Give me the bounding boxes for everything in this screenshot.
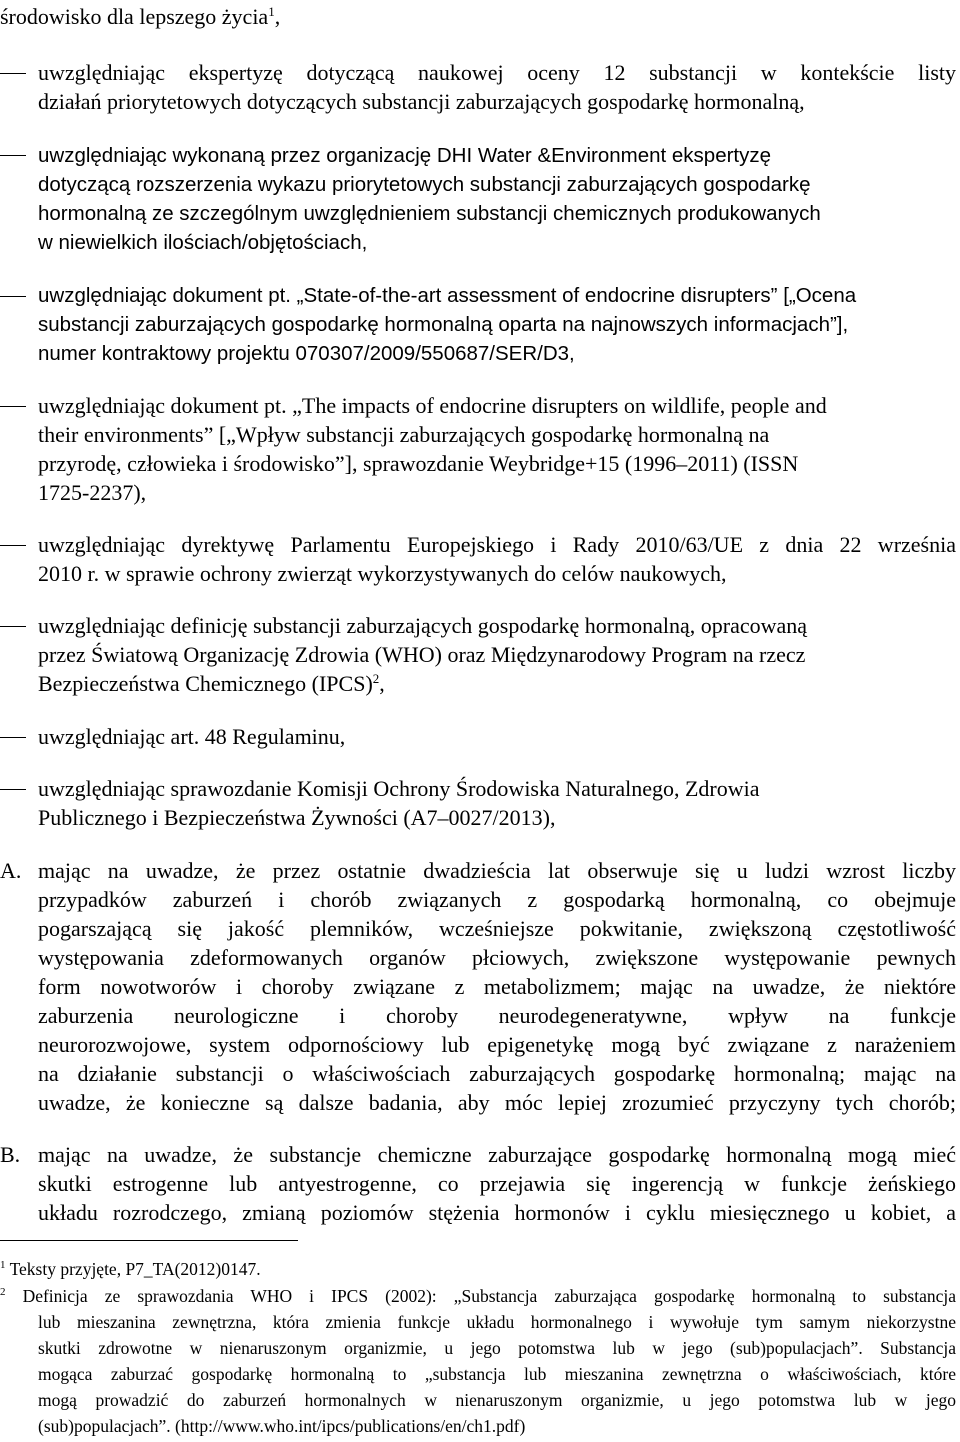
citation-line: działań priorytetowych dotyczących substancji zaburzających gospodarkę hormonalną, <box>38 89 805 114</box>
footnote-line: lub mieszanina zewnętrzna, która zmienia funkcje układu hormonalnego i wywołuje tym samym niekorzystne <box>38 1312 956 1332</box>
citation-line: uwzględniając definicję substancji zaburzających gospodarkę hormonalną, opracowaną <box>38 613 808 638</box>
citation-line: Bezpieczeństwa Chemicznego (IPCS)$^2$, <box>38 671 385 696</box>
recital-line: neurorozwojowe, system odpornościowy lub epigenetykę mogą być związane z narażeniem <box>38 1032 956 1057</box>
footnote-number: 2 <box>0 1286 6 1298</box>
citation-line: przez Światową Organizację Zdrowia (WHO) oraz Międzynarodowy Program na rzecz <box>38 642 806 667</box>
recital-line: skutki estrogenne lub antyestrogenne, co przejawia się ingerencją w funkcje żeńskiego <box>38 1171 956 1196</box>
citation-line: 1725-2237), <box>38 480 147 505</box>
footnote-number: 1 <box>0 1259 6 1271</box>
citation-line: przyrodę, człowieka i środowisko”], sprawozdanie Weybridge+15 (1996–2011) (ISSN <box>38 451 799 476</box>
footnote-line: mogąca zaburzać gospodarkę hormonalną to „substancja lub mieszanina zewnętrzna o właściwościach, które <box>38 1364 956 1384</box>
citation-line: uwzględniając wykonaną przez organizację DHI Water &Environment ekspertyzę <box>38 144 772 167</box>
dash-bullet <box>0 545 26 546</box>
recital-line: układu rozrodczego, zmianą poziomów stężenia hormonów i cyklu miesięcznego u kobiet, a <box>38 1200 956 1225</box>
intro-line: środowisko dla lepszego życia$^1$, <box>0 4 281 29</box>
footnote-ref-2[interactable]: 2 <box>372 671 380 686</box>
recital-line: pogarszającą się jakość plemników, wcześniejsze pokwitanie, zwiększoną częstotliwość <box>38 916 956 941</box>
dash-bullet <box>0 73 26 74</box>
recital-line: form nowotworów i choroby związane z metabolizmem; mając na uwadze, że niektóre <box>38 974 956 999</box>
citation-line: uwzględniając ekspertyzę dotyczącą naukowej oceny 12 substancji w kontekście listy <box>38 60 956 85</box>
citation-line: uwzględniając art. 48 Regulaminu, <box>38 724 346 749</box>
citation-line: uwzględniając sprawozdanie Komisji Ochrony Środowiska Naturalnego, Zdrowia <box>38 776 760 801</box>
dash-bullet <box>0 296 26 297</box>
citation-line: uwzględniając dokument pt. „State-of-the-art assessment of endocrine disrupters” [„Ocena <box>38 284 857 307</box>
recital-line: występowania zdeformowanych organów płciowych, zwiększone występowanie pewnych <box>38 945 956 970</box>
recital-line: zaburzenia neurologiczne i choroby neurodegeneratywne, wpływ na funkcje <box>38 1003 956 1028</box>
footnote-line: mogą prowadzić do zaburzeń hormonalnych w nienaruszonym organizmie, u jego potomstwa lub w jego <box>38 1390 956 1410</box>
dash-bullet <box>0 789 26 790</box>
footnote-line: (sub)populacjach”. (http://www.who.int/ipcs/publications/en/ch1.pdf) <box>38 1416 526 1436</box>
footnote-line: $^2$ Definicja ze sprawozdania WHO i IPCS (2002): „Substancja zaburzająca gospodarkę hormonalną to substancja <box>0 1286 956 1306</box>
citation-line: dotyczącą rozszerzenia wykazu priorytetowych substancji zaburzających gospodarkę <box>38 173 811 196</box>
recital-line: przypadków zaburzeń i chorób związanych z gospodarką hormonalną, co obejmuje <box>38 887 956 912</box>
dash-bullet <box>0 737 26 738</box>
footnote-line: skutki zdrowotne w nienaruszonym organizmie, u jego potomstwa lub w jego (sub)populacjach”. Substancja <box>38 1338 956 1358</box>
footnote-line: $^1$ Teksty przyjęte, P7_TA(2012)0147. <box>0 1259 261 1279</box>
dash-bullet <box>0 155 26 156</box>
citation-line: hormonalną ze szczególnym uwzględnieniem substancji chemicznych produkowanych <box>38 202 821 225</box>
recital-line: mając na uwadze, że przez ostatnie dwadzieścia lat obserwuje się u ludzi wzrost liczby <box>38 858 956 883</box>
citation-line: numer kontraktowy projektu 070307/2009/550687/SER/D3, <box>38 342 575 365</box>
recital-line: mając na uwadze, że substancje chemiczne zaburzające gospodarkę hormonalną mogą mieć <box>38 1142 956 1167</box>
citation-line: 2010 r. w sprawie ochrony zwierząt wykorzystywanych do celów naukowych, <box>38 561 727 586</box>
recital-line: uwadze, że konieczne są dalsze badania, aby móc lepiej zrozumieć przyczyny tych chorób; <box>38 1090 956 1115</box>
recital-letter: B. <box>0 1142 21 1167</box>
citation-line: their environments” [„Wpływ substancji zaburzających gospodarkę hormonalną na <box>38 422 770 447</box>
intro-text: środowisko dla lepszego życia <box>0 4 269 29</box>
citation-line: substancji zaburzających gospodarkę hormonalną oparta na najnowszych informacjach”], <box>38 313 849 336</box>
recital-line: na działanie substancji o właściwościach zaburzających gospodarkę hormonalną; mając na <box>38 1061 956 1086</box>
recital-letter: A. <box>0 858 22 883</box>
dash-bullet <box>0 406 26 407</box>
footnote-ref-1[interactable]: 1 <box>268 4 275 19</box>
citation-line: w niewielkich ilościach/objętościach, <box>38 231 368 254</box>
citation-line: uwzględniając dyrektywę Parlamentu Europejskiego i Rady 2010/63/UE z dnia 22 września <box>38 532 956 557</box>
dash-bullet <box>0 626 26 627</box>
footnote-separator <box>0 1240 298 1241</box>
citation-line: uwzględniając dokument pt. „The impacts of endocrine disrupters on wildlife, people and <box>38 393 827 418</box>
citation-line: Publicznego i Bezpieczeństwa Żywności (A7–0027/2013), <box>38 805 556 830</box>
